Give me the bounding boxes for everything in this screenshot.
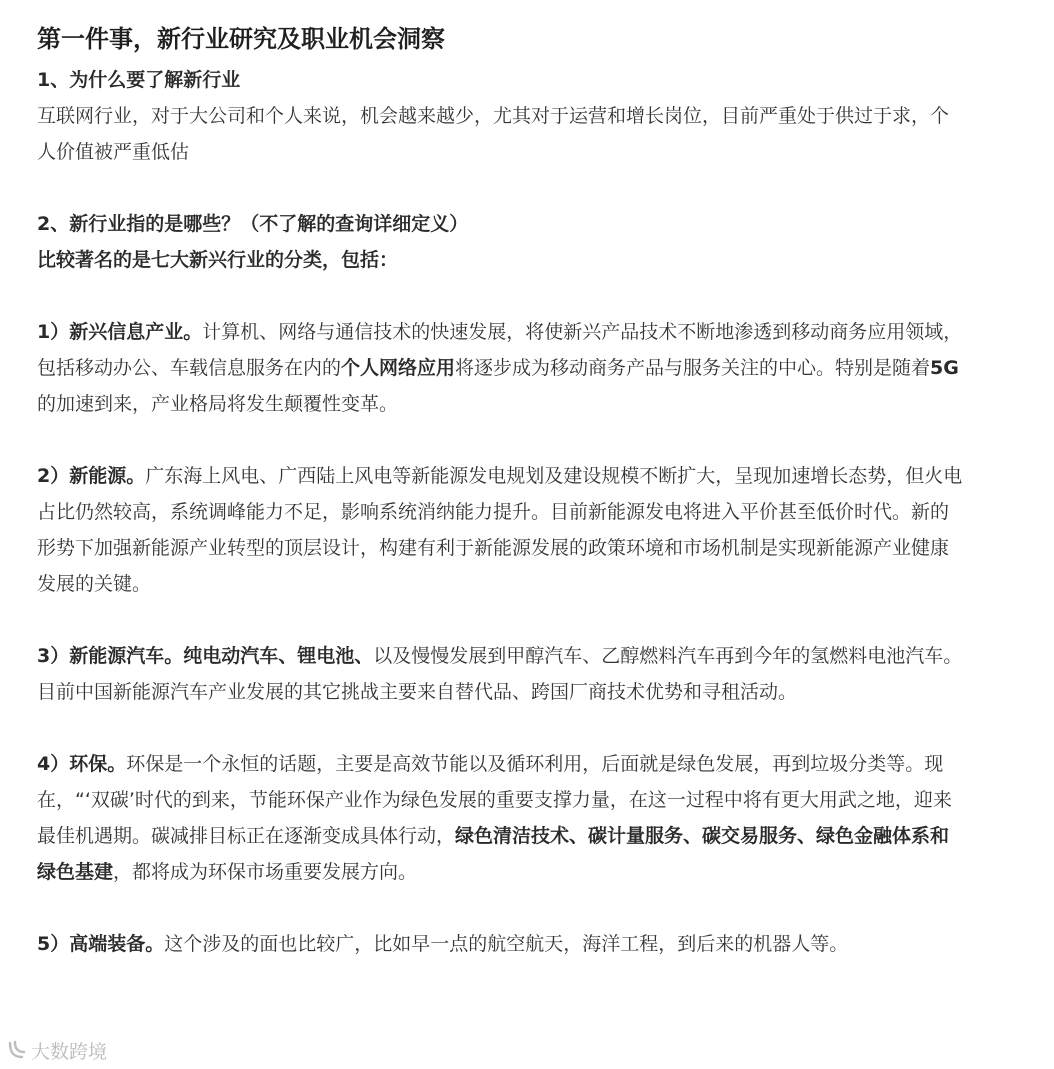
- brand-logo-icon: [6, 1039, 28, 1061]
- industry-item-label: 2）新能源。: [37, 465, 146, 487]
- industry-item-text: 广东海上风电、广西陆上风电等新能源发电规划及建设规模不断扩大，呈现加速增长态势，但火电占比仍然较高，系统调峰能力不足，影响系统消纳能力提升。目前新能源发电将进入平价甚至低价时代。新的形势下加强新能源产业转型的顶层设计，构建有利于新能源发展的政策环境和市场机制是实现新能源产业健康发展的关键。: [37, 465, 963, 595]
- industry-item-label: 5）高端装备。: [37, 933, 165, 955]
- article: [37, 0, 967, 962]
- industry-item-text: 的加速到来，产业格局将发生颠覆性变革。: [37, 393, 399, 415]
- industry-item-text: 环保是一个永恒的话题，主要是高效节能以及循环利用，后面就是绿色发展，再到垃圾分类等。现在，“‘双碳’时代的到来，节能环保产业作为绿色发展的重要支撑力量，在这一过程中将有更大用武之地，迎来最佳机遇期。碳减排目标正在逐渐变成具体行动，: [37, 753, 952, 847]
- section-1: [37, 62, 967, 170]
- watermark: [6, 1036, 107, 1064]
- industry-item-label: 3）新能源汽车。纯电动汽车、锂电池、: [37, 645, 374, 667]
- industry-item-bold: 5G: [930, 357, 959, 379]
- industry-item-3: [37, 638, 967, 710]
- section-2-heading: 2、新行业指的是哪些？（不了解的查询详细定义）: [37, 213, 469, 235]
- industry-item-label: 1）新兴信息产业。: [37, 321, 203, 343]
- industry-item-text: 计算机、网络与通信技术的快速发展，将使新兴产品技术不断地渗透到移动商务应用领域，包括移动办公、车载信息服务在内的: [37, 321, 963, 379]
- watermark-text: 大数跨境: [31, 1040, 108, 1063]
- industry-item-bold: 绿色清洁技术、碳计量服务、碳交易服务、绿色金融体系和绿色基建: [37, 825, 950, 883]
- section-1-heading: 1、为什么要了解新行业: [37, 69, 241, 91]
- industry-item-5: [37, 926, 967, 962]
- industry-item-label: 4）环保。: [37, 753, 127, 775]
- section-2: [37, 206, 967, 278]
- industry-item-text: 这个涉及的面也比较广，比如早一点的航空航天，海洋工程，到后来的机器人等。: [164, 933, 849, 955]
- industry-item-2: [37, 458, 967, 602]
- industry-item-text: 将逐步成为移动商务产品与服务关注的中心。特别是随着: [455, 357, 931, 379]
- industry-item-bold: 个人网络应用: [341, 357, 456, 379]
- section-2-intro: 比较著名的是七大新兴行业的分类，包括：: [37, 249, 399, 271]
- industry-item-text: ，都将成为环保市场重要发展方向。: [113, 861, 418, 883]
- industry-item-1: [37, 314, 967, 422]
- industry-item-text: 以及慢慢发展到甲醇汽车、乙醇燃料汽车再到今年的氢燃料电池汽车。目前中国新能源汽车产业发展的其它挑战主要来自替代品、跨国厂商技术优势和寻租活动。: [37, 645, 963, 703]
- section-1-body: 互联网行业，对于大公司和个人来说，机会越来越少，尤其对于运营和增长岗位，目前严重处于供过于求，个人价值被严重低估: [37, 105, 950, 163]
- page-title: 第一件事，新行业研究及职业机会洞察: [37, 25, 445, 53]
- industry-item-4: [37, 746, 967, 890]
